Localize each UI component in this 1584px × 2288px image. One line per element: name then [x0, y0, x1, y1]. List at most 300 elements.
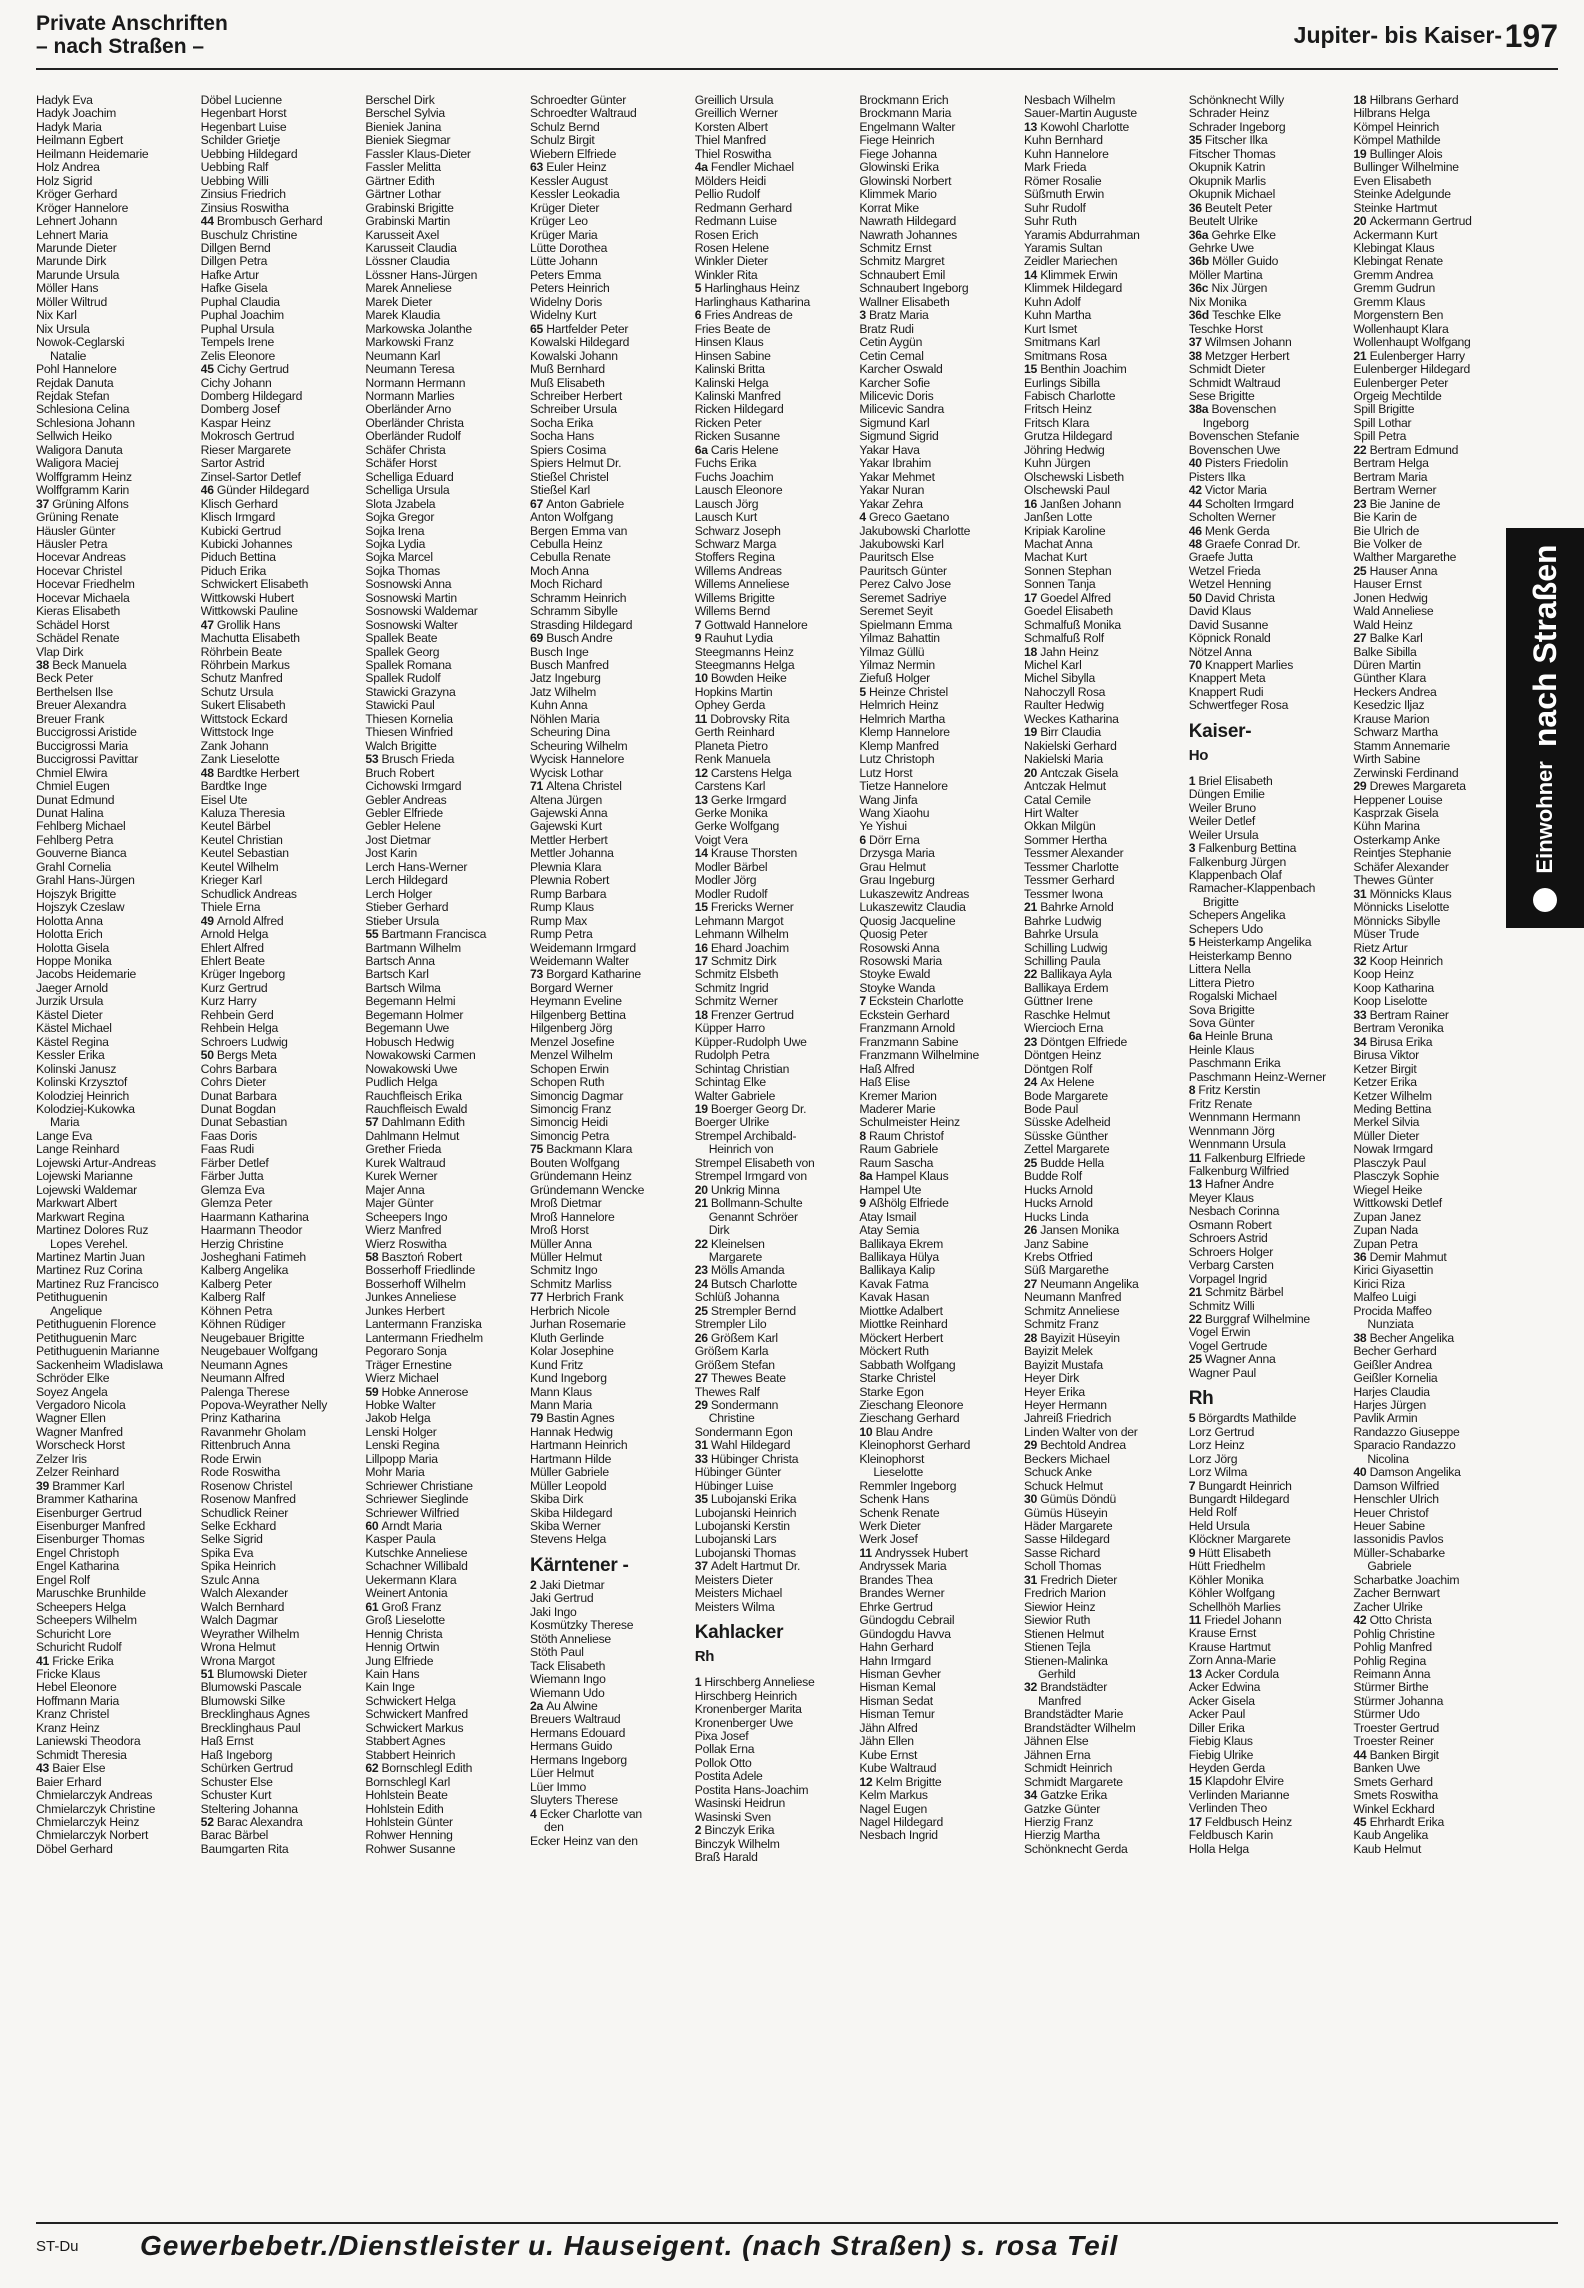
- resident-entry: [1024, 1681, 1175, 1694]
- resident-entry: Hermans Ingeborg: [530, 1753, 627, 1767]
- resident-entry: Lorz Heinz: [1188, 1439, 1245, 1453]
- resident-entry: Sojka Thomas: [365, 564, 441, 578]
- house-number: 33: [694, 1452, 711, 1466]
- resident-entry: Tessmer Gerhard: [1024, 874, 1115, 888]
- resident-entry: Kuhn Martha: [1024, 309, 1092, 323]
- resident-entry: Spallek Beate: [365, 632, 438, 646]
- resident-entry: Sosnowski Anna: [365, 578, 452, 592]
- resident-entry: Färber Detlef: [200, 1156, 269, 1170]
- resident-entry: [695, 444, 846, 457]
- resident-name: Bowden Heike: [710, 672, 787, 686]
- resident-entry: Moch Anna: [530, 564, 589, 578]
- house-number: 38: [1188, 349, 1205, 363]
- resident-entry: Jähn Alfred: [859, 1721, 918, 1735]
- house-number: 36: [1353, 1250, 1370, 1264]
- resident-name: Boerger Georg Dr.: [710, 1102, 807, 1116]
- resident-name: Knappert Marlies: [1204, 659, 1294, 673]
- resident-entry: Schopen Erwin: [530, 1062, 609, 1076]
- resident-entry: Buccigrossi Aristide: [36, 726, 137, 740]
- resident-entry: Engelmann Walter: [859, 120, 956, 134]
- resident-entry: Hebel Eleonore: [36, 1681, 117, 1695]
- resident-entry: Verlinden Marianne: [1188, 1788, 1290, 1802]
- resident-entry: Diller Erika: [1188, 1721, 1245, 1735]
- house-number: 49: [200, 914, 217, 928]
- resident-name: Gatzke Erika: [1040, 1789, 1107, 1803]
- resident-entry: [530, 498, 681, 511]
- resident-entry: Kästel Michael: [36, 1022, 112, 1036]
- resident-entry: Rohwer Susanne: [365, 1842, 456, 1856]
- resident-entry: Domberg Hildegard: [200, 389, 303, 403]
- resident-entry: Krüger Leo: [530, 215, 588, 229]
- resident-entry: [695, 1238, 846, 1251]
- resident-entry: Grüning Renate: [36, 511, 119, 525]
- resident-entry: Hucks Arnold: [1024, 1183, 1093, 1197]
- resident-entry: Postita Adele: [694, 1770, 763, 1784]
- resident-entry: Ketzer Erika: [1353, 1076, 1417, 1090]
- resident-entry: Schroers Holger: [1188, 1245, 1274, 1259]
- resident-entry: Stienen-Malinka: [1024, 1654, 1108, 1668]
- resident-entry: Nawrath Johannes: [859, 228, 957, 242]
- resident-entry: Jaeger Arnold: [36, 981, 108, 995]
- resident-entry: Yilmaz Güllü: [859, 645, 925, 659]
- resident-entry: Hisman Sedat: [859, 1694, 933, 1708]
- resident-entry: Sackenheim Wladislawa: [36, 1358, 163, 1372]
- resident-entry: [859, 309, 1010, 322]
- resident-entry: Schmitz Werner: [694, 995, 778, 1009]
- resident-entry: Widelny Doris: [530, 295, 602, 309]
- resident-entry: Hocevar Christel: [36, 564, 123, 578]
- resident-entry: Schenk Hans: [859, 1493, 930, 1507]
- resident-entry: Kieras Elisabeth: [36, 605, 121, 619]
- resident-entry: Bovenschen Stefanie: [1188, 430, 1300, 444]
- resident-entry: Lehnert Maria: [36, 228, 108, 242]
- side-tab-line2: nach Straßen: [1526, 544, 1563, 748]
- resident-entry: Normann Hermann: [365, 376, 466, 390]
- resident-entry: Kuhn Hannelore: [1024, 147, 1109, 161]
- resident-entry: Kalberg Ralf: [200, 1291, 265, 1305]
- resident-name: Wagner Anna: [1204, 1353, 1276, 1367]
- resident-entry: Neumann Manfred: [1024, 1291, 1122, 1305]
- house-number: 77: [530, 1291, 547, 1305]
- resident-entry: Hampel Ute: [859, 1183, 922, 1197]
- resident-entry: Baumgarten Rita: [200, 1842, 289, 1856]
- resident-entry: Meisters Wilma: [694, 1600, 775, 1614]
- house-number: 18: [1024, 645, 1041, 659]
- resident-name: Acker Cordula: [1204, 1667, 1279, 1681]
- resident-entry: Simoncig Franz: [530, 1102, 612, 1116]
- resident-entry: Markwart Regina: [36, 1210, 125, 1224]
- resident-entry: Marek Klaudia: [365, 309, 440, 323]
- resident-entry: Cebulla Renate: [530, 551, 611, 565]
- resident-entry: Prinz Katharina: [200, 1412, 281, 1426]
- resident-entry: Sabbath Wolfgang: [859, 1358, 956, 1372]
- resident-entry: [530, 968, 681, 981]
- resident-entry: [1353, 955, 1504, 968]
- resident-entry: Petithuguenin: [36, 1291, 108, 1305]
- resident-entry: Jatz Ingeburg: [530, 672, 601, 686]
- resident-entry: Peters Emma: [530, 268, 602, 282]
- resident-entry: Bahrke Ursula: [1024, 928, 1099, 942]
- resident-entry: Ballikaya Erdem: [1024, 981, 1109, 995]
- street-heading: Kärntener -: [530, 1554, 629, 1576]
- resident-entry: Okupnik Marlis: [1188, 174, 1266, 188]
- resident-entry: Wagner Manfred: [36, 1425, 123, 1439]
- resident-name: Dörr Erna: [869, 833, 920, 847]
- house-number: 8: [1188, 1084, 1199, 1098]
- resident-entry: Lausch Kurt: [694, 511, 757, 525]
- resident-entry: Stöth Paul: [530, 1646, 584, 1660]
- resident-entry: Holotta Anna: [36, 914, 103, 928]
- house-number: 37: [694, 1560, 711, 1574]
- resident-entry: Zorn Anna-Marie: [1188, 1654, 1276, 1668]
- resident-entry: Willems Andreas: [694, 564, 782, 578]
- entry-continuation: Genannt Schröer: [708, 1210, 798, 1224]
- resident-entry: Ballikaya Kalip: [859, 1264, 935, 1278]
- resident-entry: Gremm Gudrun: [1353, 282, 1436, 296]
- resident-entry: Nesbach Wilhelm: [1024, 94, 1116, 107]
- resident-entry: Bruch Robert: [365, 766, 435, 780]
- resident-entry: Plewnia Klara: [530, 860, 602, 874]
- resident-entry: Glowinski Norbert: [859, 174, 952, 188]
- resident-entry: Schmitz Anneliese: [1024, 1304, 1120, 1318]
- resident-entry: Klisch Irmgard: [200, 511, 276, 525]
- resident-entry: Kelm Markus: [859, 1789, 928, 1803]
- resident-entry: [1189, 1084, 1340, 1097]
- resident-entry: Schenk Renate: [859, 1506, 940, 1520]
- resident-entry: Walther Margarethe: [1353, 551, 1457, 565]
- resident-name: Koop Heinrich: [1369, 955, 1443, 968]
- resident-entry: Rittenbruch Anna: [200, 1439, 291, 1453]
- resident-entry: Kube Waltraud: [859, 1762, 937, 1776]
- resident-entry: Ricken Peter: [694, 416, 762, 430]
- resident-entry: Piduch Erika: [200, 564, 267, 578]
- resident-entry: Tack Elisabeth: [530, 1659, 606, 1673]
- resident-entry: Breuers Waltraud: [530, 1713, 621, 1727]
- resident-entry: [695, 955, 846, 968]
- resident-entry: [1353, 94, 1504, 107]
- resident-entry: Schelliga Eduard: [365, 470, 454, 484]
- resident-entry: Muß Bernhard: [530, 363, 605, 377]
- resident-entry: [1189, 936, 1340, 949]
- resident-name: Bergs Meta: [216, 1049, 277, 1063]
- resident-name: Ehard Joachim: [710, 941, 789, 955]
- entry-continuation: Maria: [50, 1116, 80, 1130]
- resident-entry: Lössner Claudia: [365, 255, 450, 269]
- resident-entry: Wallner Elisabeth: [859, 295, 950, 309]
- resident-entry: Seremet Sadriye: [859, 591, 947, 605]
- resident-entry: Yaramis Abdurrahman: [1024, 228, 1140, 242]
- resident-entry: Lukaszewitz Andreas: [859, 887, 970, 901]
- resident-entry: Rump Petra: [530, 928, 593, 942]
- resident-entry: Meisters Michael: [694, 1587, 783, 1601]
- resident-entry: Döntgen Rolf: [1024, 1062, 1093, 1076]
- resident-name: Birr Claudia: [1040, 726, 1101, 740]
- house-number: 18: [694, 1008, 711, 1022]
- resident-entry: Kalberg Angelika: [200, 1264, 289, 1278]
- resident-entry: Steegmanns Heinz: [694, 645, 794, 659]
- resident-entry: Scheepers Ingo: [365, 1210, 448, 1224]
- resident-entry: Hennig Ortwin: [365, 1641, 440, 1655]
- resident-entry: [695, 1305, 846, 1318]
- resident-entry: Winkler Rita: [694, 268, 758, 282]
- resident-name: Falkenburg Elfriede: [1204, 1151, 1306, 1165]
- resident-entry: Klemp Hannelore: [859, 726, 950, 740]
- resident-entry: Wolffgramm Heinz: [36, 470, 132, 484]
- resident-entry: Marunde Ursula: [36, 268, 120, 282]
- house-number: 31: [1353, 887, 1370, 901]
- resident-entry: Menzel Wilhelm: [530, 1049, 613, 1063]
- resident-entry: Wennmann Jörg: [1188, 1124, 1275, 1138]
- resident-entry: Chmielarczyk Andreas: [36, 1789, 153, 1803]
- resident-entry: Cebulla Heinz: [530, 537, 603, 551]
- resident-entry: Raulter Hedwig: [1024, 699, 1104, 713]
- resident-entry: Gümüs Hüseyin: [1024, 1506, 1108, 1520]
- resident-entry: Stürmer Udo: [1353, 1708, 1420, 1722]
- resident-entry: Braß Harald: [694, 1851, 758, 1865]
- house-number: 27: [694, 1372, 711, 1386]
- resident-entry: Wycisk Lothar: [530, 766, 604, 780]
- resident-entry: Schmidt Margarete: [1024, 1775, 1123, 1789]
- resident-entry: Pohlig Manfred: [1353, 1641, 1432, 1655]
- house-number: 48: [200, 766, 217, 780]
- resident-entry: Maruschke Brunhilde: [36, 1587, 146, 1601]
- resident-entry: [695, 901, 846, 914]
- house-number: 1: [694, 1676, 705, 1690]
- house-number: 5: [859, 685, 870, 699]
- house-number: 4: [859, 511, 870, 525]
- resident-entry: Nesbach Ingrid: [859, 1829, 938, 1843]
- resident-name: Feldbusch Heinz: [1204, 1815, 1292, 1829]
- house-number: 10: [694, 672, 711, 686]
- resident-entry: Pavlik Armin: [1353, 1412, 1418, 1426]
- resident-entry: Faas Doris: [200, 1129, 258, 1143]
- house-number: 38a: [1188, 403, 1212, 417]
- resident-entry: [1189, 134, 1340, 147]
- resident-name: Bie Janine de: [1369, 497, 1441, 511]
- resident-entry: Vogel Gertrude: [1188, 1339, 1268, 1353]
- resident-entry: Altena Jürgen: [530, 793, 602, 807]
- resident-entry: Kaspar Heinz: [200, 416, 271, 430]
- house-number: 55: [365, 928, 382, 942]
- resident-entry: Stießel Karl: [530, 484, 591, 498]
- resident-entry: Beutelt Ulrike: [1188, 215, 1258, 229]
- resident-name: Bollmann-Schulte: [710, 1197, 803, 1211]
- house-number: 63: [530, 161, 547, 175]
- resident-entry: Rump Max: [530, 914, 587, 928]
- resident-entry: Hadyk Joachim: [36, 107, 117, 121]
- resident-entry: Hermans Guido: [530, 1740, 613, 1754]
- resident-entry: Yakar Nuran: [859, 484, 925, 498]
- resident-entry: Mark Frieda: [1024, 161, 1087, 175]
- resident-entry: Geißler Kornelia: [1353, 1372, 1438, 1386]
- resident-entry: [1024, 646, 1175, 659]
- resident-entry: Schulz Birgit: [530, 134, 595, 148]
- house-number: 8a: [859, 1170, 876, 1184]
- resident-name: Klapdohr Elvire: [1204, 1775, 1284, 1789]
- resident-entry: Zupan Petra: [1353, 1237, 1418, 1251]
- resident-entry: Schramm Heinrich: [530, 591, 627, 605]
- resident-name: Brombusch Gerhard: [216, 215, 323, 229]
- resident-entry: Schwickert Manfred: [365, 1708, 468, 1722]
- resident-name: Hartfelder Peter: [546, 322, 629, 336]
- resident-entry: [1024, 726, 1175, 739]
- resident-entry: Oberländer Christa: [365, 416, 464, 430]
- resident-name: Victor Maria: [1204, 484, 1267, 498]
- resident-name: Bovenschen: [1211, 403, 1277, 417]
- resident-entry: Wiemann Udo: [530, 1686, 605, 1700]
- resident-entry: Müller Anna: [530, 1237, 592, 1251]
- resident-entry: Kuhn Anna: [530, 699, 588, 713]
- resident-entry: Thiel Manfred: [694, 134, 766, 148]
- resident-entry: Kund Fritz: [530, 1358, 584, 1372]
- resident-entry: Wrona Helmut: [200, 1641, 276, 1655]
- resident-entry: [530, 1143, 681, 1156]
- resident-entry: Schröder Elke: [36, 1372, 110, 1386]
- resident-entry: Lerch Hildegard: [365, 874, 448, 888]
- resident-name: Cichy Gertrud: [216, 363, 289, 377]
- resident-entry: [1024, 1574, 1175, 1587]
- resident-entry: Brecklinghaus Paul: [200, 1721, 301, 1735]
- resident-entry: Stürmer Johanna: [1353, 1694, 1444, 1708]
- resident-entry: Hannak Hedwig: [530, 1425, 613, 1439]
- resident-entry: Zinsel-Sartor Detlef: [200, 470, 301, 484]
- directory-column: [365, 94, 516, 2224]
- footer-divider: [36, 2222, 1558, 2224]
- resident-entry: Nesbach Corinna: [1188, 1205, 1280, 1219]
- resident-entry: [1189, 336, 1340, 349]
- resident-entry: Schwertfeger Rosa: [1188, 699, 1289, 713]
- resident-entry: [201, 1816, 352, 1829]
- resident-entry: Harlinghaus Katharina: [694, 295, 811, 309]
- resident-entry: [201, 484, 352, 497]
- street-heading: Kahlacker: [694, 1622, 784, 1644]
- resident-entry: Remmler Ingeborg: [859, 1479, 957, 1493]
- resident-entry: Spill Lothar: [1353, 416, 1412, 430]
- resident-entry: Schriewer Christiane: [365, 1479, 473, 1493]
- resident-entry: Ketzer Birgit: [1353, 1062, 1417, 1076]
- resident-entry: Perez Calvo Jose: [859, 578, 951, 592]
- resident-entry: Buccigrossi Maria: [36, 739, 128, 753]
- resident-entry: Gouverne Bianca: [36, 847, 127, 861]
- house-number: 11: [694, 712, 711, 726]
- house-number: 20: [1353, 215, 1370, 229]
- resident-entry: Werk Josef: [859, 1533, 918, 1547]
- resident-entry: Vogel Erwin: [1188, 1326, 1251, 1340]
- bullet-icon: [1533, 888, 1557, 912]
- resident-entry: Petithuguenin Marc: [36, 1331, 137, 1345]
- house-number: 21: [694, 1197, 711, 1211]
- resident-entry: Milicevic Sandra: [859, 403, 945, 417]
- house-number: 36: [1188, 201, 1205, 215]
- resident-name: Blumowski Dieter: [216, 1668, 308, 1682]
- resident-entry: Schreiber Ursula: [530, 403, 617, 417]
- resident-entry: Kömpel Mathilde: [1353, 134, 1441, 148]
- house-number: 37: [36, 497, 53, 511]
- resident-entry: Jacobs Heidemarie: [36, 968, 137, 982]
- resident-entry: Sauer-Martin Auguste: [1024, 107, 1137, 121]
- resident-entry: Neumann Teresa: [365, 363, 455, 377]
- resident-entry: Majer Günter: [365, 1197, 434, 1211]
- resident-entry: Klimmek Hildegard: [1024, 282, 1123, 296]
- resident-name: Wahl Hildegard: [710, 1439, 791, 1453]
- resident-entry: Ehlert Beate: [200, 955, 265, 968]
- resident-entry: Keutel Christian: [200, 833, 283, 847]
- resident-entry: Brandstädter Marie: [1024, 1708, 1124, 1722]
- house-number: 23: [694, 1264, 711, 1278]
- resident-name: Goedel Alfred: [1040, 591, 1111, 605]
- resident-entry: Schuck Anke: [1024, 1466, 1092, 1480]
- resident-entry: Kowalski Johann: [530, 349, 618, 363]
- resident-entry: Raum Sascha: [859, 1156, 934, 1170]
- resident-entry: Beckers Michael: [1024, 1452, 1110, 1466]
- resident-entry: Rohwer Henning: [365, 1829, 453, 1843]
- resident-entry: Yakar Hava: [859, 443, 920, 457]
- resident-entry: Wagner Paul: [1188, 1366, 1256, 1380]
- resident-entry: Bratz Rudi: [859, 322, 914, 336]
- resident-entry: Bie Karin de: [1353, 511, 1417, 525]
- resident-entry: Bosserhoff Friedlinde: [365, 1264, 476, 1278]
- house-number: 32: [1024, 1681, 1041, 1695]
- resident-entry: Bartsch Anna: [365, 955, 435, 968]
- resident-entry: Kasper Paula: [365, 1533, 436, 1547]
- resident-entry: [1189, 592, 1340, 605]
- resident-name: Beck Manuela: [52, 659, 127, 673]
- resident-entry: [1189, 538, 1340, 551]
- resident-entry: Held Rolf: [1188, 1506, 1237, 1520]
- resident-entry: Schutz Manfred: [200, 672, 283, 686]
- resident-entry: Piduch Bettina: [200, 551, 276, 565]
- resident-entry: Janßen Lotte: [1024, 511, 1093, 525]
- resident-entry: Weinert Antonia: [365, 1587, 448, 1601]
- resident-entry: Kurz Gertrud: [200, 981, 268, 995]
- resident-entry: Sese Brigitte: [1188, 389, 1255, 403]
- resident-entry: Mroß Dietmar: [530, 1197, 602, 1211]
- resident-entry: Gebler Elfriede: [365, 807, 443, 821]
- resident-entry: Fries Beate de: [694, 322, 771, 336]
- resident-entry: Martinez Ruz Corina: [36, 1264, 143, 1278]
- resident-entry: Lukaszewitz Claudia: [859, 901, 966, 915]
- resident-entry: Hoppe Monika: [36, 955, 112, 968]
- resident-entry: Lenski Regina: [365, 1439, 440, 1453]
- resident-entry: Scholten Werner: [1188, 511, 1276, 525]
- resident-name: Bungardt Heinrich: [1198, 1479, 1292, 1493]
- resident-entry: Fiege Heinrich: [859, 134, 935, 148]
- resident-entry: Scheuring Wilhelm: [530, 739, 628, 753]
- resident-entry: [1189, 1178, 1340, 1191]
- resident-entry: Heyer Erika: [1024, 1385, 1085, 1399]
- resident-entry: Nagel Hildegard: [859, 1816, 944, 1829]
- house-number: 35: [694, 1493, 711, 1507]
- resident-entry: Schellhöh Marlies: [1188, 1600, 1281, 1614]
- resident-entry: Merkel Silvia: [1353, 1116, 1420, 1130]
- resident-entry: Spiers Cosima: [530, 443, 607, 457]
- resident-entry: [365, 1116, 516, 1129]
- resident-entry: Kröger Gerhard: [36, 188, 118, 202]
- house-number: 34: [1024, 1789, 1041, 1803]
- resident-entry: Kowalski Hildegard: [530, 336, 630, 350]
- resident-entry: [1189, 1152, 1340, 1165]
- resident-entry: Schramm Sibylle: [530, 605, 618, 619]
- resident-name: Grüning Alfons: [52, 497, 129, 511]
- resident-entry: Bahrke Ludwig: [1024, 914, 1102, 928]
- resident-entry: Mettler Johanna: [530, 847, 614, 861]
- resident-entry: Döbel Gerhard: [36, 1842, 113, 1856]
- resident-entry: [1353, 1009, 1504, 1022]
- resident-entry: Begemann Uwe: [365, 1022, 450, 1036]
- resident-entry: Hisman Kemal: [859, 1681, 936, 1695]
- resident-entry: Atay Ismail: [859, 1210, 917, 1224]
- resident-entry: Schönknecht Willy: [1188, 94, 1285, 107]
